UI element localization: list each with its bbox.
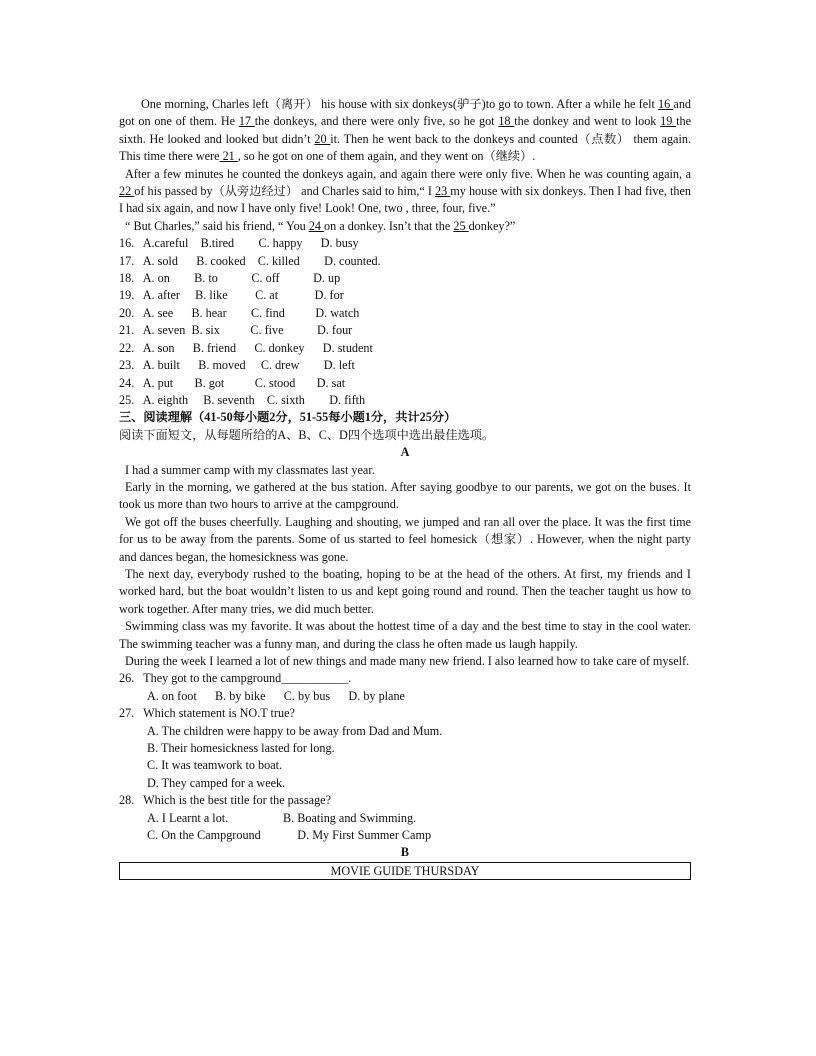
cloze-paragraph-1 [119, 96, 691, 166]
question-27-option-b: B. Their homesickness lasted for long. [147, 741, 335, 756]
question-27-option-d: D. They camped for a week. [147, 775, 286, 790]
cloze-options [119, 235, 691, 409]
question-26 [119, 670, 691, 687]
text: it. Then he went back to the donkeys and counted（点数） them again. This time there were [119, 131, 691, 164]
blank-21: 21 [219, 149, 238, 164]
text: After a few minutes he counted the donkeys again, and again there were only five. When he was counting again, a [125, 166, 691, 181]
blank-17: 17 [238, 114, 255, 129]
question-28-options-ab: A. I Learnt a lot. B. Boating and Swimming. [147, 810, 417, 825]
cloze-paragraph-3 [119, 218, 691, 235]
text: of his passed by（从旁边经过） and Charles said to him,“ I [134, 184, 436, 199]
question-27-option-a: A. The children were happy to be away from Dad and Mum. [147, 723, 443, 738]
question-21: 21. A. seven B. six C. five D. four [119, 323, 353, 338]
exam-page [119, 96, 691, 880]
question-16: 16. A.careful B.tired C. happy D. busy [119, 236, 359, 251]
question-22: 22. A. son B. friend C. donkey D. student [119, 340, 373, 355]
question-20: 20. A. see B. hear C. find D. watch [119, 305, 360, 320]
question-17: 17. A. sold B. cooked C. killed D. counted. [119, 253, 381, 268]
blank-16: 16 [658, 97, 674, 111]
question-24: 24. A. put B. got C. stood D. sat [119, 375, 346, 390]
passage-b-label: B [400, 845, 410, 860]
text: donkey?” [468, 218, 516, 233]
question-25: 25. A. eighth B. seventh C. sixth D. fifth [119, 392, 366, 407]
passage-a-paragraph: I had a summer camp with my classmates last year. [125, 462, 375, 477]
text: on a donkey. Isn’t that the [324, 218, 454, 233]
passage-a-paragraph: We got off the buses cheerfully. Laughing and shouting, we jumped and ran all over the place. It was the first time for us to be away from the parents. Some of us started to feel homesick（想家）. However, when the night party and dances began, the homesickness was gone. [119, 514, 691, 564]
blank-19: 19 [660, 114, 677, 129]
passage-a-paragraph: During the week I learned a lot of new things and made many new friend. I also learned how to take care of myself. [125, 654, 690, 668]
blank-18: 18 [498, 114, 515, 129]
question-19: 19. A. after B. like C. at D. for [119, 288, 344, 303]
cloze-paragraph-2 [119, 166, 691, 218]
question-26-options: A. on foot B. by bike C. by bus D. by plane [147, 688, 405, 703]
question-18: 18. A. on B. to C. off D. up [119, 271, 341, 286]
blank-25: 25 [453, 218, 469, 233]
question-28-options-cd: C. On the Campground D. My First Summer Camp [147, 828, 432, 843]
question-26-text: 26. They got to the campground [119, 671, 282, 686]
text: , so he got on one of them again, and they went on（继续）. [237, 149, 536, 164]
blank-20: 20 [314, 131, 331, 146]
text: the donkeys, and there were only five, so he got [254, 114, 499, 129]
movie-guide-header: MOVIE GUIDE THURSDAY [119, 862, 691, 880]
question-27-option-c: C. It was teamwork to boat. [147, 758, 283, 773]
section-title: 三、阅读理解（41-50每小题2分，51-55每小题1分，共计25分） [119, 410, 457, 425]
blank-24: 24 [308, 218, 325, 233]
text: and got on one of them. He [119, 97, 692, 129]
text: One morning, Charles left（离开） his house with six donkeys(驴子)to go to town. After a while he felt [141, 97, 659, 111]
text: the sixth. He looked and looked but didn’t [119, 114, 692, 146]
passage-a-paragraph: Swimming class was my favorite. It was about the hottest time of a day and the best time to stay in the cool water. The swimming teacher was a funny man, and during the class he often made us laugh happily. [119, 619, 691, 651]
passage-a-paragraph: Early in the morning, we gathered at the bus station. After saying goodbye to our parents, we got on the buses. It took us more than two hours to arrive at the campground. [119, 479, 691, 512]
passage-a-label: A [400, 445, 410, 460]
passage-a-paragraph: The next day, everybody rushed to the boating, hoping to be at the head of the others. At first, my friends and I worked hard, but the boat wouldn’t listen to us and kept going round and round. Then the teacher taught us how to work together. After many tries, we did much better. [119, 566, 691, 616]
question-27: 27. Which statement is NO.T true? [119, 706, 295, 721]
question-23: 23. A. built B. moved C. drew D. left [119, 358, 355, 373]
blank-23: 23 [435, 184, 451, 199]
text: the donkey and went to look [514, 114, 661, 129]
instruction: 阅读下面短文，从每题所给的A、B、C、D四个选项中选出最佳选项。 [119, 427, 495, 442]
text: “ But Charles,” said his friend, “ You [125, 218, 309, 233]
blank-22: 22 [119, 184, 135, 199]
text: my house with six donkeys. Then I had five, then I had six again, and now I have only five! Look! One, two , three, four, five.” [119, 184, 691, 216]
question-26-blank: ___________. [281, 671, 352, 686]
question-28: 28. Which is the best title for the passage? [119, 793, 331, 808]
